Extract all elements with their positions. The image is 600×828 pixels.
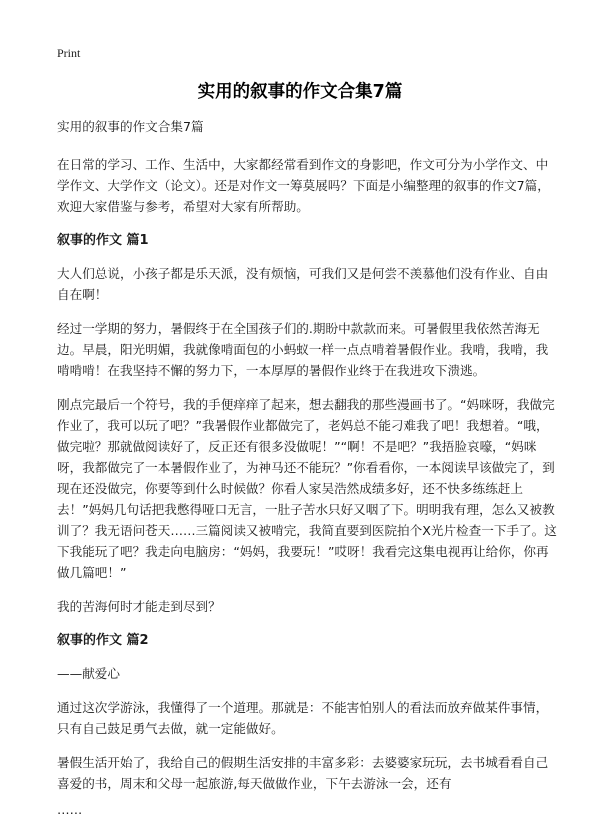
paragraph: 我的苦海何时才能走到尽到？ xyxy=(57,599,221,614)
section-heading: 叙事的作文 篇2 xyxy=(57,633,149,648)
paragraph: ——献爱心 xyxy=(57,666,120,681)
intro-paragraph: 在日常的学习、工作、生活中，大家都经常看到作文的身影吧，作文可分为小学作文、中学作文、大学作文（论文）。还是对作文一筹莫展吗？下面是小编整理的叙事的作文7篇，欢迎大家借鉴与参考，希望对大家有所帮助。 xyxy=(57,157,550,214)
article-body xyxy=(57,116,557,817)
document-title: 实用的叙事的作文合集7篇 xyxy=(197,82,403,102)
article-subtitle: 实用的叙事的作文合集7篇 xyxy=(57,119,204,134)
paragraph: 大人们总说，小孩子都是乐天派，没有烦恼，可我们又是何尝不羡慕他们没有作业、自由自在啊！ xyxy=(57,266,549,302)
paragraph: 刚点完最后一个符号，我的手便痒痒了起来，想去翻我的那些漫画书了。“妈咪呀，我做完作业了，我可以玩了吧？”我暑假作业都做完了，老妈总不能刁难我了吧！我想着。“哦，做完啦？那就做阅读好了，反正还有很多没做呢！”“啊！不是吧？”我捂脸哀嚎，“妈咪呀，我都做完了一本暑假作业了，为神马还不能玩？”你看看你，一本阅读早该做完了，到现在还没做完，你要等到什么时候做？你看人家吴浩然成绩多好，还不快多练练赶上去！”妈妈几句话把我憋得哑口无言，一肚子苦水只好又咽了下。明明我有理，怎么又被教训了？我无语问苍天……三篇阅读又被啃完，我简直要到医院拍个X光片检查一下手了。这下我能玩了吧？我走向电脑房：“妈妈，我要玩！”哎呀！我看完这集电视再让给你，你再做几篇吧！” xyxy=(57,397,557,580)
paragraph: 经过一学期的努力，暑假终于在全国孩子们的.期盼中款款而来。可暑假里我依然苦海无边。早晨，阳光明媚，我就像啃面包的小蚂蚁一样一点点啃着暑假作业。我啃，我啃，我啃啃啃！在我坚持不懈的努力下，一本厚厚的暑假作业终于在我进攻下溃逃。 xyxy=(57,321,549,378)
print-label[interactable]: Print xyxy=(57,46,81,60)
section-heading: 叙事的作文 篇1 xyxy=(57,233,149,248)
paragraph: 暑假生活开始了，我给自己的假期生活安排的丰富多彩：去婆婆家玩玩，去书城看看自己喜爱的书，周末和父母一起旅游,每天做做作业，下午去游泳一会，还有 xyxy=(57,755,549,791)
paragraph: 通过这次学游泳，我懂得了一个道理。那就是：不能害怕别人的看法而放弃做某件事情，只有自己鼓足勇气去做，就一定能做好。 xyxy=(57,700,549,736)
truncation-ellipsis: …… xyxy=(57,802,83,817)
